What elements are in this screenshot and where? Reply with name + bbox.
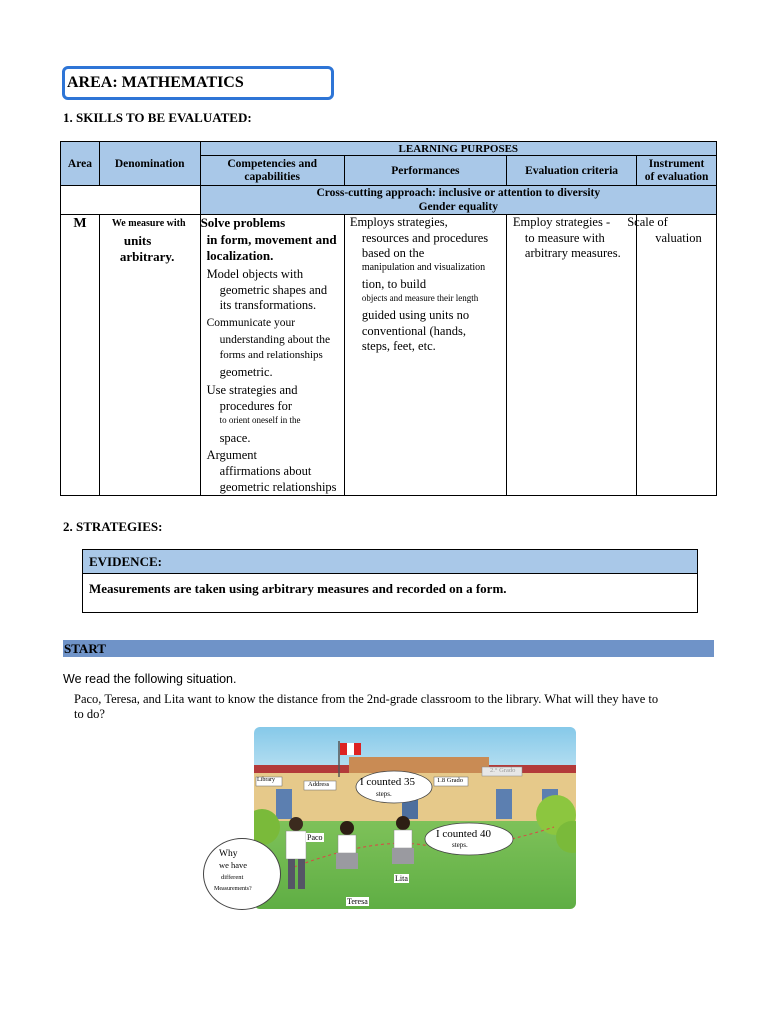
competency-line: localization. [206, 248, 274, 263]
label-lita: Lita [395, 874, 408, 883]
competency-line: geometric relationships [219, 480, 337, 494]
competency-line: Communicate your [206, 317, 296, 329]
performance-line: steps, feet, etc. [361, 339, 436, 353]
competency-line: affirmations about [219, 464, 312, 478]
label-paco: Paco [307, 833, 323, 842]
competency-line: forms and relationships [219, 349, 323, 361]
skills-table [60, 141, 717, 496]
performance-line: tion, to build [361, 277, 427, 291]
start-bar: START [63, 640, 714, 657]
performance-line: Employs strategies, [349, 215, 448, 229]
illustration-graphic [254, 727, 576, 909]
header-performances: Performances [344, 156, 506, 186]
sign-grade-2: 2.° Grado [490, 767, 516, 774]
why-line-1: Why [219, 849, 238, 859]
performance-line: resources and procedures [361, 231, 489, 245]
competency-line: its transformations. [219, 298, 317, 312]
why-line-3: different [221, 874, 244, 881]
performances-cell [344, 215, 506, 496]
sign-grade: 1.8 Grado [437, 777, 463, 784]
header-evaluation-criteria: Evaluation criteria [506, 156, 636, 186]
school-illustration [254, 727, 576, 909]
sign-library: Library [257, 777, 275, 783]
section-skills-heading: 1. SKILLS TO BE EVALUATED: [63, 110, 252, 125]
performance-line: objects and measure their length [361, 293, 479, 303]
performance-line: conventional (hands, [361, 324, 466, 338]
area-value: M [61, 215, 100, 496]
competency-line: geometric. [219, 365, 273, 379]
why-line-2: we have [219, 860, 248, 870]
competency-line: Argument [206, 448, 258, 462]
evidence-box [82, 549, 698, 613]
bubble-40-text: I counted 40 [436, 828, 491, 840]
competency-line: to orient oneself in the [219, 415, 301, 425]
denomination-cell: We measure with units arbitrary. [99, 215, 200, 496]
performance-line: based on the [361, 246, 425, 260]
crosscut-approach: Cross-cutting approach: inclusive or attention to diversity Gender equality [200, 186, 716, 215]
read-line: We read the following situation. [63, 672, 237, 686]
criteria-cell: Employ strategies - to measure with arbitrary measures. [506, 215, 636, 496]
bubble-40-steps: steps. [452, 841, 468, 849]
evidence-text: Measurements are taken using arbitrary measures and recorded on a form. [89, 581, 507, 596]
header-denomination: Denomination [99, 142, 200, 186]
why-line-4: Measurements? [214, 886, 252, 892]
sign-address: Address [308, 781, 330, 788]
competency-line: space. [219, 431, 251, 445]
bubble-35-steps: steps. [376, 790, 392, 798]
competencies-cell [200, 215, 344, 496]
situation-text: Paco, Teresa, and Lita want to know the distance from the 2nd-grade classroom to the library. What will they have to to do? [74, 692, 659, 721]
bubble-35-text: I counted 35 [360, 776, 415, 788]
competency-line: Solve problems [200, 215, 286, 230]
section-strategies-heading: 2. STRATEGIES: [63, 519, 163, 534]
header-competencies: Competencies and capabilities [200, 156, 344, 186]
header-learning-purposes: LEARNING PURPOSES [200, 142, 716, 156]
competency-line: Use strategies and [206, 383, 298, 397]
instrument-cell: Scale of valuation [637, 215, 717, 496]
competency-line: geometric shapes and [219, 283, 328, 297]
performance-line: manipulation and visualization [361, 262, 486, 273]
evidence-title: EVIDENCE: [83, 550, 697, 574]
competency-line: procedures for [219, 399, 293, 413]
label-teresa: Teresa [347, 897, 368, 906]
header-instrument: Instrument of evaluation [637, 156, 717, 186]
competency-line: understanding about the [219, 334, 331, 346]
area-title: AREA: MATHEMATICS [62, 66, 334, 100]
competency-line: Model objects with [206, 267, 304, 281]
header-area: Area [61, 142, 100, 186]
performance-line: guided using units no [361, 308, 470, 322]
competency-line: in form, movement and [206, 232, 337, 247]
